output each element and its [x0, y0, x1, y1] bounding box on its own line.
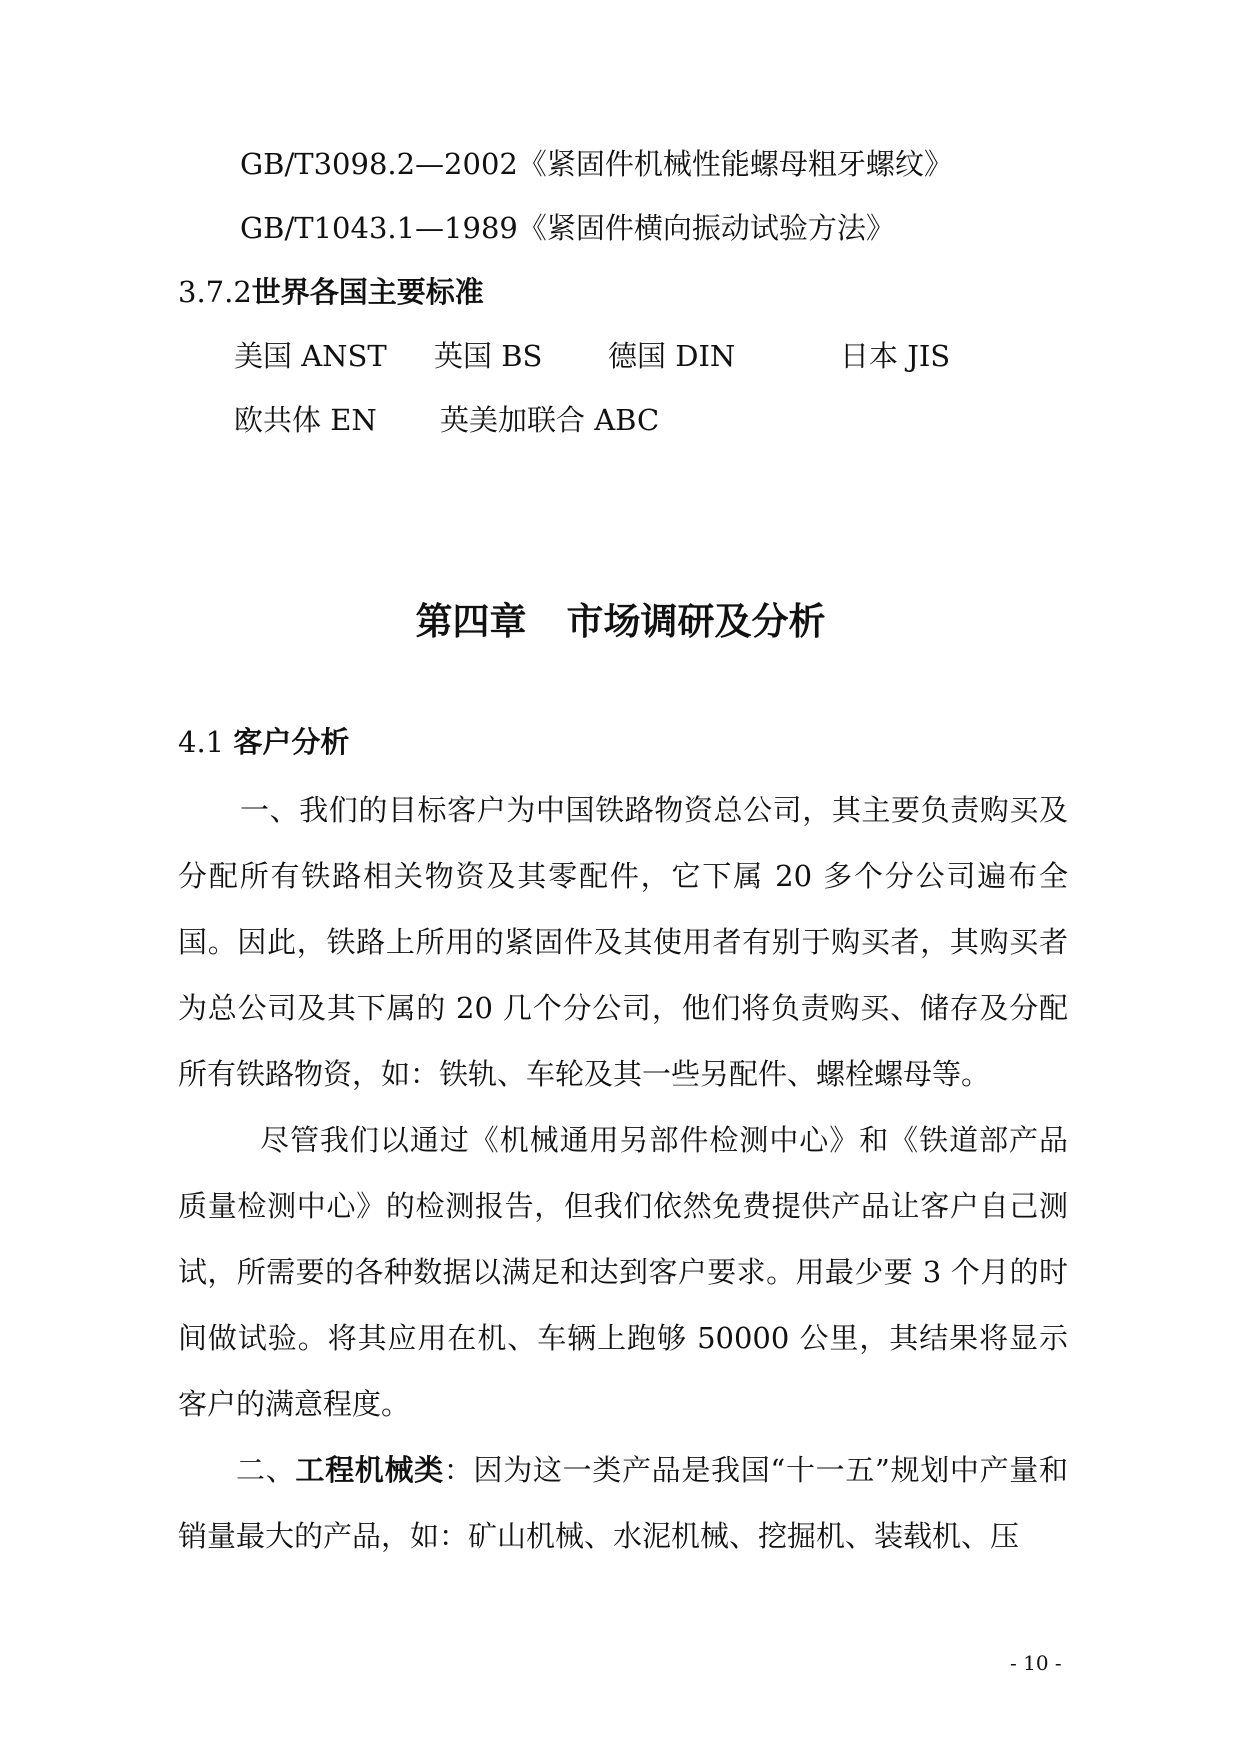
country-standard-item: 英国 BS [434, 339, 543, 373]
section-title: 世界各国主要标准 [251, 275, 484, 309]
paragraph-bold-term: 工程机械类 [295, 1453, 444, 1487]
country-standard-item: 英美加联合 ABC [440, 403, 660, 437]
standard-item: GB/T3098.2—2002《紧固件机械性能螺母粗牙螺纹》 [240, 147, 953, 181]
page-number: - 10 - [1010, 1651, 1062, 1675]
chapter-title [0, 596, 1241, 646]
paragraph-body: ：因为这一类产品是我国“十一五”规划中产量和销量最大的产品，如：矿山机械、水泥机械、挖掘机、装载机、压 [178, 1453, 1068, 1553]
section-heading-4-1 [178, 722, 349, 762]
standard-item: GB/T1043.1—1989《紧固件横向振动试验方法》 [240, 211, 895, 245]
paragraph-1: 一、我们的目标客户为中国铁路物资总公司，其主要负责购买及分配所有铁路相关物资及其零配件，它下属 20 多个分公司遍布全国。因此，铁路上所用的紧固件及其使用者有别于购买者，其购买者为总公司及其下属的 20 几个分公司，他们将负责购买、储存及分配所有铁路物资，如：铁轨、车轮及其一些另配件、螺栓螺母等。 [178, 793, 1068, 1091]
country-standard-item: 日本 JIS [840, 339, 951, 373]
section-number: 3.7.2 [178, 275, 252, 309]
country-standard-item: 欧共体 EN [234, 403, 377, 437]
paragraph-3 [178, 1437, 1068, 1569]
paragraph-2: 尽管我们以通过《机械通用另部件检测中心》和《铁道部产品质量检测中心》的检测报告，但我们依然免费提供产品让客户自己测试，所需要的各种数据以满足和达到客户要求。用最少要 3 个月的时间做试验。将其应用在机、车辆上跑够 50000 公里，其结果将显示客户的满意程度。 [178, 1123, 1068, 1421]
chapter-number: 第四章 [415, 599, 527, 643]
paragraph-prefix: 二、 [236, 1453, 296, 1487]
country-standard-item: 美国 ANST [234, 339, 387, 373]
country-standard-item: 德国 DIN [608, 339, 736, 373]
chapter-name: 市场调研及分析 [566, 599, 826, 643]
section-title: 客户分析 [233, 725, 350, 759]
section-heading-3-7-2 [178, 272, 484, 312]
section-number: 4.1 [178, 725, 225, 759]
